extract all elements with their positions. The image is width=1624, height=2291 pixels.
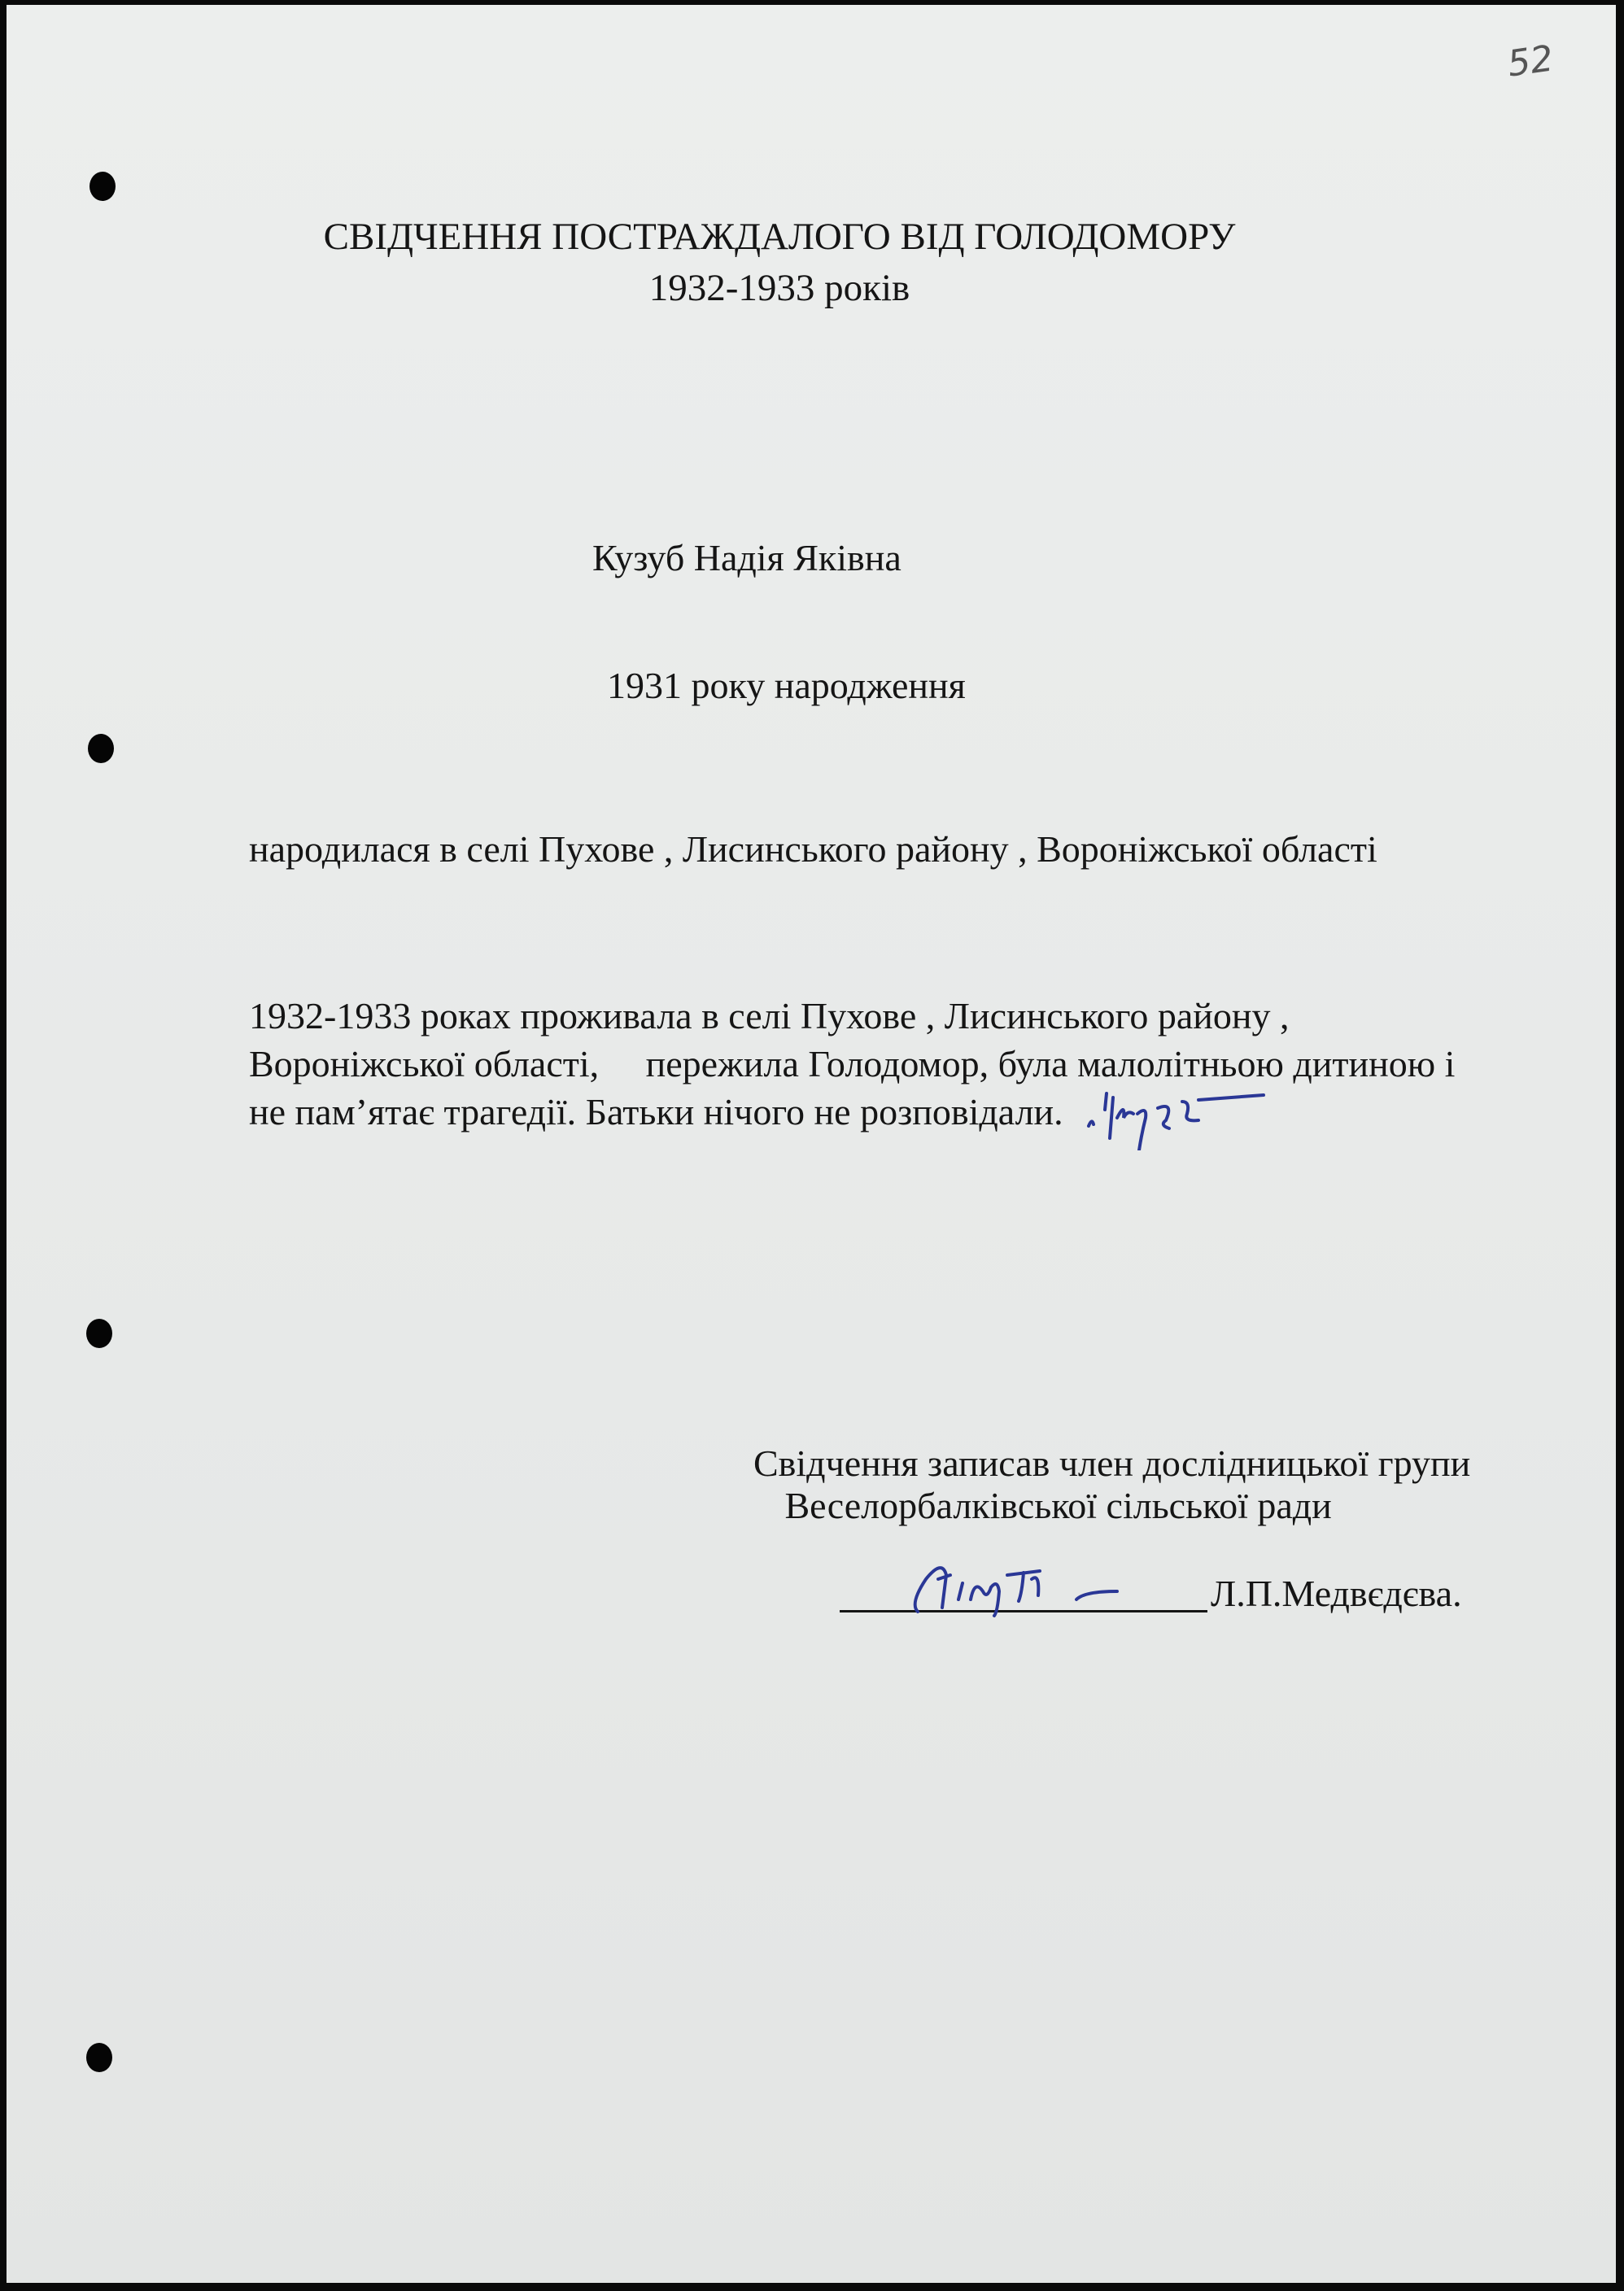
witness-birth-year: 1931 року народження: [607, 665, 966, 706]
witness-name: Кузуб Надія Яківна: [592, 537, 901, 578]
document-page: [7, 5, 1616, 2283]
punch-hole: [86, 1319, 112, 1348]
witness-signature: [1080, 1077, 1325, 1150]
recorder-name: Л.П.Медвєдєва.: [1211, 1573, 1462, 1614]
punch-hole: [89, 172, 116, 201]
witness-birthplace: народилася в селі Пухове , Лисинського району , Вороніжської області: [249, 828, 1377, 870]
punch-hole: [86, 2043, 112, 2072]
recorder-signature: [901, 1555, 1219, 1620]
document-subtitle: 1932-1933 років: [648, 267, 910, 309]
recorder-line: Свідчення записав член дослідницької групи: [753, 1442, 1471, 1484]
document-title: СВІДЧЕННЯ ПОСТРАЖДАЛОГО ВІД ГОЛОДОМОРУ: [323, 216, 1236, 258]
testimony-line: не пам’ятає трагедії. Батьки нічого не розповідали.: [249, 1091, 1063, 1132]
testimony-line: 1932-1933 роках проживала в селі Пухове , Лисинського району ,: [249, 995, 1290, 1036]
testimony-line: Вороніжської області, пережила Голодомор, була малолітньою дитиною і: [249, 1043, 1456, 1084]
punch-hole: [88, 734, 114, 763]
recorder-council: Веселорбалківської сільської ради: [775, 1485, 1332, 1526]
page-number: 52: [1504, 37, 1556, 85]
